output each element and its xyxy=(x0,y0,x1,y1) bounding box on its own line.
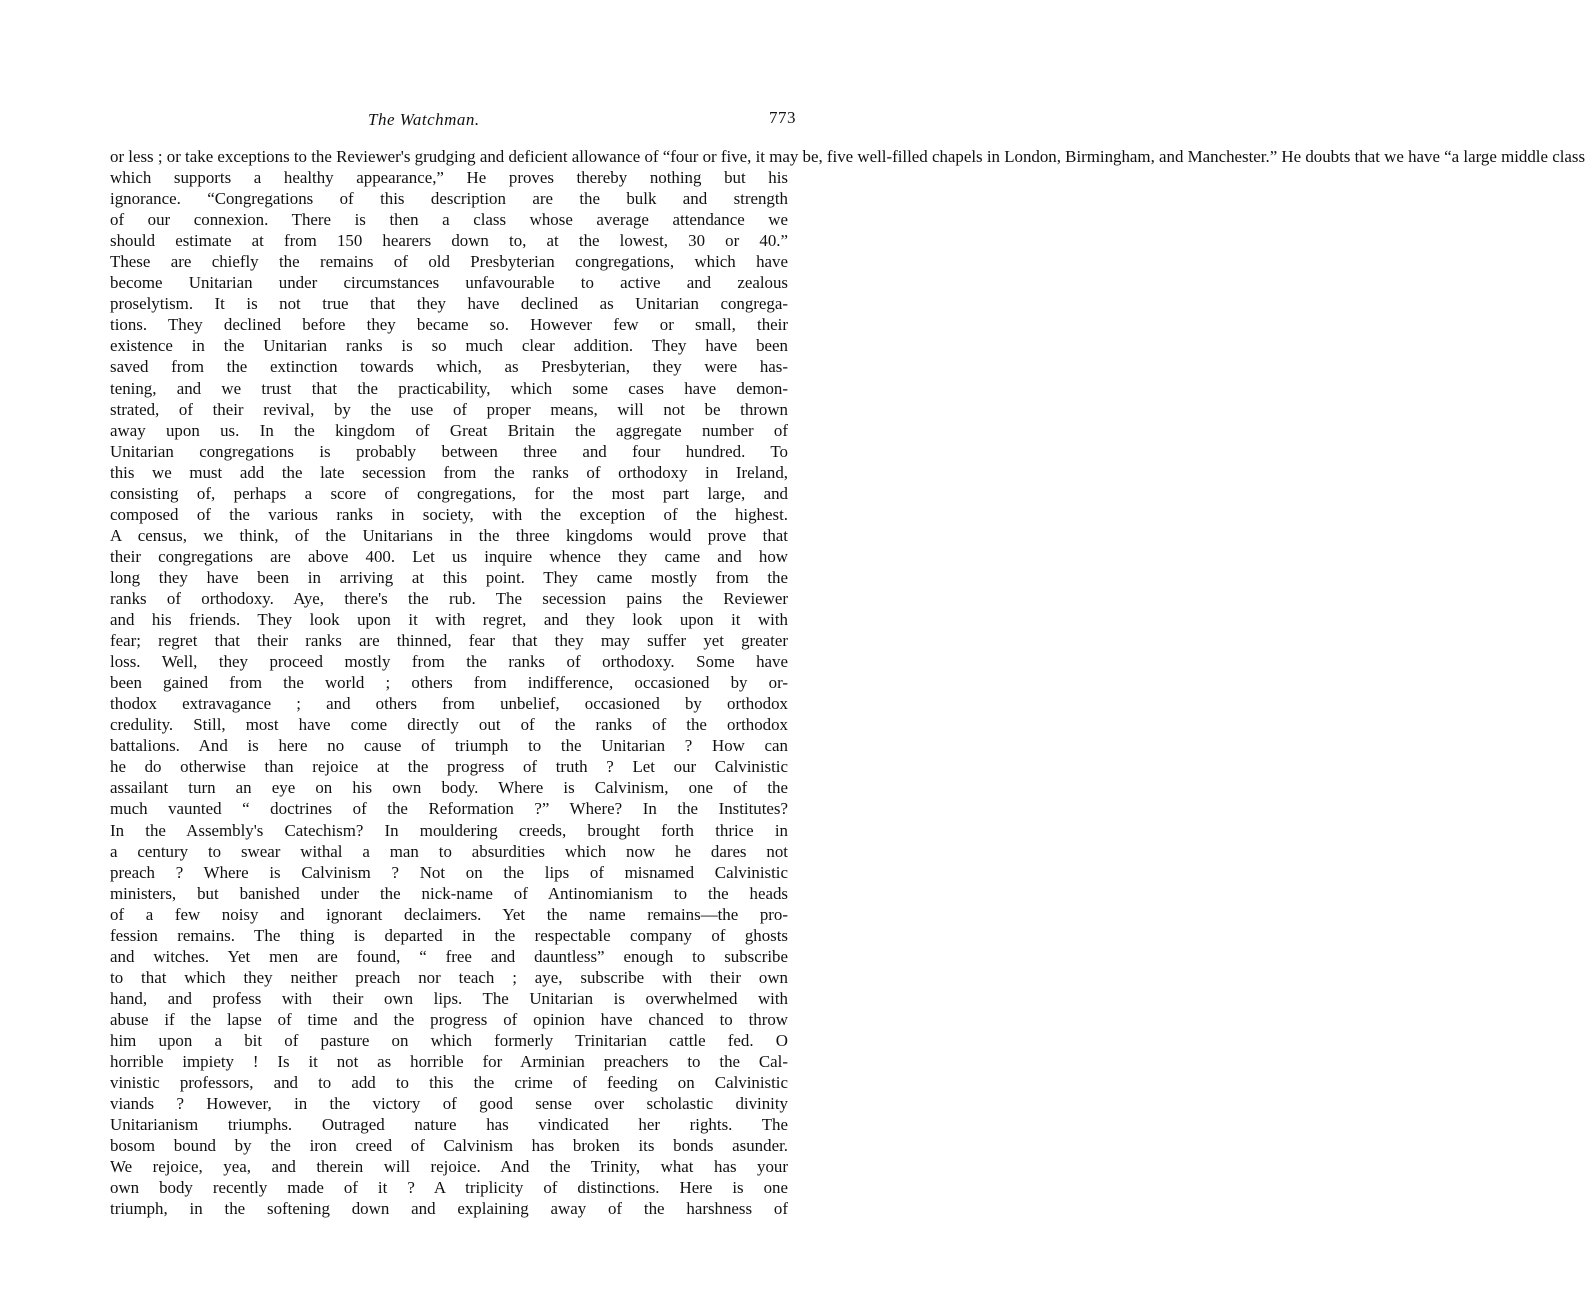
text-line: to that which they neither preach nor teach ; aye, subscribe with their own xyxy=(110,967,788,987)
text-line: a century to swear withal a man to absurdities which now he dares not xyxy=(110,841,788,861)
text-line: triumph, in the softening down and explaining away of the harshness of xyxy=(110,1199,788,1219)
text-line: own body recently made of it ? A triplicity of distinctions. Here is one xyxy=(110,1178,788,1198)
text-line: and witches. Yet men are found, “ free and dauntless” enough to subscribe xyxy=(110,946,788,966)
text-line: which supports a healthy appearance,” He proves thereby nothing but his xyxy=(110,168,788,188)
text-line: Unitarianism triumphs. Outraged nature has vindicated her rights. The xyxy=(110,1115,788,1135)
text-line: should estimate at from 150 hearers down to, at the lowest, 30 or 40.” xyxy=(110,231,788,251)
text-line: hand, and profess with their own lips. The Unitarian is overwhelmed with xyxy=(110,988,788,1008)
text-line: of a few noisy and ignorant declaimers. Yet the name remains—the pro- xyxy=(110,904,788,924)
text-line: horrible impiety ! Is it not as horrible for Arminian preachers to the Cal- xyxy=(110,1052,788,1072)
text-line: much vaunted “ doctrines of the Reformation ?” Where? In the Institutes? xyxy=(110,799,788,819)
text-line: Unitarian congregations is probably between three and four hundred. To xyxy=(110,441,788,461)
text-line: tening, and we trust that the practicability, which some cases have demon- xyxy=(110,378,788,398)
text-line: fear; regret that their ranks are thinned, fear that they may suffer yet greater xyxy=(110,631,788,651)
text-line: assailant turn an eye on his own body. Where is Calvinism, one of the xyxy=(110,778,788,798)
text-line: long they have been in arriving at this point. They came mostly from the xyxy=(110,567,788,587)
body-text xyxy=(110,146,1585,1219)
text-line: ignorance. “Congregations of this description are the bulk and strength xyxy=(110,189,788,209)
text-line: ministers, but banished under the nick-name of Antinomianism to the heads xyxy=(110,883,788,903)
text-line: composed of the various ranks in society, with the exception of the highest. xyxy=(110,504,788,524)
text-line: become Unitarian under circumstances unfavourable to active and zealous xyxy=(110,273,788,293)
text-line: and his friends. They look upon it with regret, and they look upon it with xyxy=(110,610,788,630)
text-line: In the Assembly's Catechism? In mouldering creeds, brought forth thrice in xyxy=(110,820,788,840)
text-line: fession remains. The thing is departed in the respectable company of ghosts xyxy=(110,925,788,945)
text-line: been gained from the world ; others from indifference, occasioned by or- xyxy=(110,673,788,693)
text-line: existence in the Unitarian ranks is so much clear addition. They have been xyxy=(110,336,788,356)
text-line: or less ; or take exceptions to the Reviewer's grudging and deficient allowance of “four or five, it may be, five well-filled chapels in London, Birmingham, and Manchester.” He doubts that we have “a large middle class xyxy=(110,147,1585,166)
text-line: him upon a bit of pasture on which formerly Trinitarian cattle fed. O xyxy=(110,1030,788,1050)
text-line: he do otherwise than rejoice at the progress of truth ? Let our Calvinistic xyxy=(110,757,788,777)
text-line: loss. Well, they proceed mostly from the ranks of orthodoxy. Some have xyxy=(110,652,788,672)
text-line: strated, of their revival, by the use of proper means, will not be thrown xyxy=(110,399,788,419)
text-line: viands ? However, in the victory of good sense over scholastic divinity xyxy=(110,1094,788,1114)
text-line: These are chiefly the remains of old Presbyterian congregations, which have xyxy=(110,252,788,272)
text-line: their congregations are above 400. Let us inquire whence they came and how xyxy=(110,546,788,566)
text-line: vinistic professors, and to add to this the crime of feeding on Calvinistic xyxy=(110,1073,788,1093)
text-line: bosom bound by the iron creed of Calvinism has broken its bonds asunder. xyxy=(110,1136,788,1156)
text-line: this we must add the late secession from the ranks of orthodoxy in Ireland, xyxy=(110,462,788,482)
running-title: The Watchman. xyxy=(368,110,480,129)
text-line: credulity. Still, most have come directly out of the ranks of the orthodox xyxy=(110,715,788,735)
page-number: 773 xyxy=(769,108,796,127)
text-line: A census, we think, of the Unitarians in the three kingdoms would prove that xyxy=(110,525,788,545)
text-line: saved from the extinction towards which, as Presbyterian, they were has- xyxy=(110,357,788,377)
text-line: away upon us. In the kingdom of Great Britain the aggregate number of xyxy=(110,420,788,440)
text-line: ranks of orthodoxy. Aye, there's the rub. The secession pains the Reviewer xyxy=(110,588,788,608)
text-line: abuse if the lapse of time and the progress of opinion have chanced to throw xyxy=(110,1009,788,1029)
text-line: consisting of, perhaps a score of congregations, for the most part large, and xyxy=(110,483,788,503)
text-line: tions. They declined before they became so. However few or small, their xyxy=(110,315,788,335)
text-line: proselytism. It is not true that they have declined as Unitarian congrega- xyxy=(110,294,788,314)
text-line: of our connexion. There is then a class whose average attendance we xyxy=(110,210,788,230)
text-line: battalions. And is here no cause of triumph to the Unitarian ? How can xyxy=(110,736,788,756)
text-line: We rejoice, yea, and therein will rejoice. And the Trinity, what has your xyxy=(110,1157,788,1177)
text-line: thodox extravagance ; and others from unbelief, occasioned by orthodox xyxy=(110,694,788,714)
text-line: preach ? Where is Calvinism ? Not on the lips of misnamed Calvinistic xyxy=(110,862,788,882)
